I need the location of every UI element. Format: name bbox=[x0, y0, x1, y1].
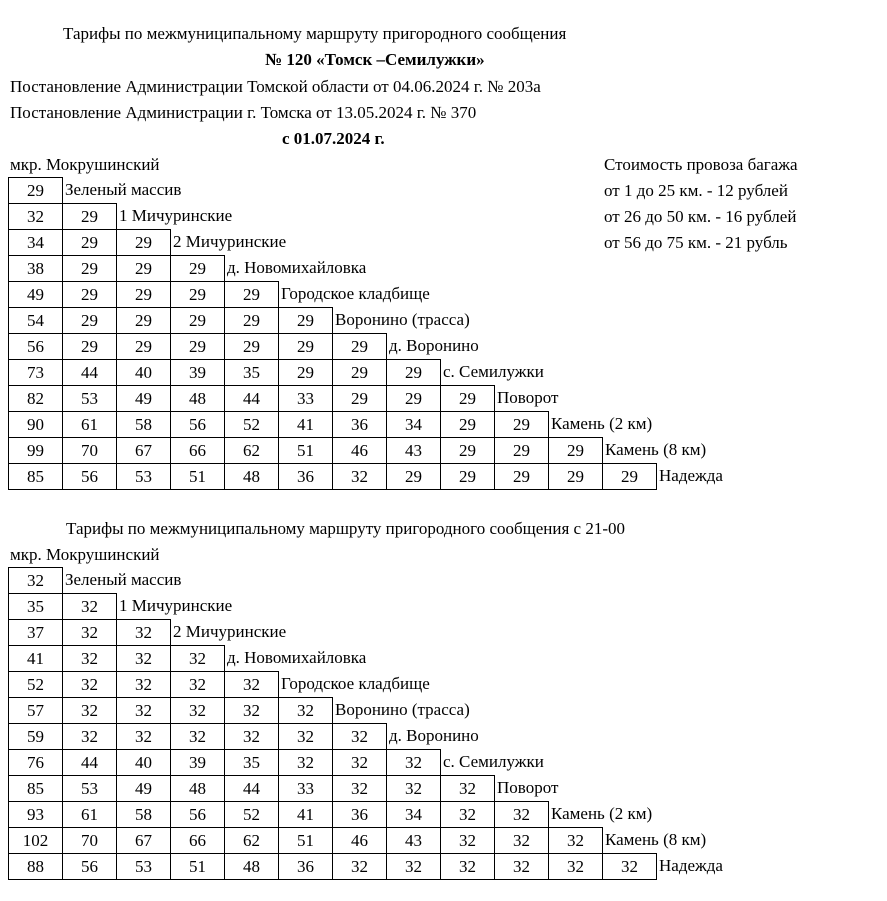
fare-cell: 29 bbox=[170, 333, 224, 359]
stop-name: Воронино (трасса) bbox=[335, 310, 470, 329]
fare-cell: 29 bbox=[494, 411, 549, 437]
fare-cell: 41 bbox=[8, 645, 62, 671]
fare-cell: 35 bbox=[224, 749, 278, 775]
fare-cell: 29 bbox=[386, 385, 440, 411]
fare-cell: 29 bbox=[62, 255, 116, 281]
fare-cell: 70 bbox=[62, 827, 116, 853]
fare-cell: 32 bbox=[386, 853, 440, 880]
fare-cell: 35 bbox=[224, 359, 278, 385]
fare-cell: 102 bbox=[8, 827, 62, 853]
fare-cell: 52 bbox=[224, 411, 278, 437]
fare-cell: 41 bbox=[278, 801, 332, 827]
effective-date: с 01.07.2024 г. bbox=[282, 129, 385, 148]
night-title: Тарифы по межмуниципальному маршруту пригородного сообщения с 21-00 bbox=[66, 519, 626, 538]
stop-name: д. Воронино bbox=[389, 336, 479, 355]
fare-cell: 40 bbox=[116, 359, 170, 385]
fare-cell: 29 bbox=[548, 463, 602, 490]
fare-cell: 32 bbox=[170, 697, 224, 723]
fare-cell: 39 bbox=[170, 359, 224, 385]
fare-cell: 44 bbox=[62, 749, 116, 775]
fare-cell: 32 bbox=[62, 619, 116, 645]
fare-cell: 32 bbox=[62, 645, 116, 671]
fare-cell: 62 bbox=[224, 827, 278, 853]
fare-cell: 76 bbox=[8, 749, 62, 775]
fare-cell: 29 bbox=[116, 281, 170, 307]
fare-cell: 56 bbox=[8, 333, 62, 359]
fare-cell: 52 bbox=[8, 671, 62, 697]
fare-cell: 32 bbox=[602, 853, 657, 880]
fare-cell: 32 bbox=[116, 697, 170, 723]
stop-name: 2 Мичуринские bbox=[173, 622, 287, 641]
fare-cell: 29 bbox=[386, 463, 440, 490]
origin-stop-1: мкр. Мокрушинский bbox=[10, 155, 160, 174]
title-line-1: Тарифы по межмуниципальному маршруту пригородного сообщения bbox=[63, 24, 567, 43]
fare-cell: 48 bbox=[224, 463, 278, 490]
fare-cell: 49 bbox=[116, 775, 170, 801]
fare-cell: 32 bbox=[278, 697, 333, 723]
stop-name: 2 Мичуринские bbox=[173, 232, 287, 251]
fare-cell: 44 bbox=[62, 359, 116, 385]
route-title: № 120 «Томск –Семилужки» bbox=[265, 50, 485, 69]
origin-stop-2: мкр. Мокрушинский bbox=[10, 545, 160, 564]
fare-cell: 32 bbox=[116, 671, 170, 697]
fare-cell: 29 bbox=[332, 359, 386, 385]
fare-cell: 32 bbox=[440, 827, 494, 853]
fare-cell: 56 bbox=[62, 853, 116, 880]
stop-name: с. Семилужки bbox=[443, 752, 544, 771]
fare-cell: 62 bbox=[224, 437, 278, 463]
fare-cell: 29 bbox=[440, 411, 494, 437]
fare-cell: 29 bbox=[116, 333, 170, 359]
fare-cell: 32 bbox=[170, 645, 225, 671]
fare-cell: 32 bbox=[224, 723, 278, 749]
fare-cell: 29 bbox=[494, 463, 548, 490]
fare-cell: 32 bbox=[332, 853, 386, 880]
fare-cell: 32 bbox=[494, 827, 548, 853]
fare-cell: 29 bbox=[548, 437, 603, 463]
fare-cell: 32 bbox=[332, 749, 386, 775]
stop-name: 1 Мичуринские bbox=[119, 596, 233, 615]
fare-cell: 29 bbox=[62, 203, 117, 229]
fare-cell: 32 bbox=[332, 723, 387, 749]
fare-cell: 53 bbox=[116, 463, 170, 490]
fare-cell: 88 bbox=[8, 853, 62, 880]
fare-cell: 73 bbox=[8, 359, 62, 385]
stop-name: Городское кладбище bbox=[281, 284, 430, 303]
fare-cell: 33 bbox=[278, 775, 332, 801]
fare-cell: 32 bbox=[8, 567, 63, 593]
stop-name: с. Семилужки bbox=[443, 362, 544, 381]
fare-cell: 48 bbox=[224, 853, 278, 880]
fare-cell: 46 bbox=[332, 437, 386, 463]
fare-cell: 32 bbox=[116, 723, 170, 749]
fare-cell: 29 bbox=[116, 255, 170, 281]
fare-cell: 29 bbox=[170, 281, 224, 307]
fare-cell: 29 bbox=[8, 177, 63, 203]
fare-cell: 32 bbox=[8, 203, 62, 229]
fare-cell: 56 bbox=[62, 463, 116, 490]
fare-cell: 32 bbox=[494, 853, 548, 880]
stop-name: Поворот bbox=[497, 388, 559, 407]
fare-cell: 46 bbox=[332, 827, 386, 853]
fare-cell: 53 bbox=[62, 385, 116, 411]
fare-cell: 32 bbox=[440, 775, 495, 801]
fare-cell: 29 bbox=[62, 281, 116, 307]
fare-cell: 29 bbox=[332, 385, 386, 411]
fare-cell: 40 bbox=[116, 749, 170, 775]
fare-cell: 49 bbox=[8, 281, 62, 307]
fare-cell: 38 bbox=[8, 255, 62, 281]
fare-cell: 36 bbox=[278, 853, 332, 880]
stop-name: Надежда bbox=[659, 466, 723, 485]
fare-cell: 58 bbox=[116, 411, 170, 437]
fare-cell: 29 bbox=[332, 333, 387, 359]
fare-cell: 53 bbox=[62, 775, 116, 801]
fare-cell: 93 bbox=[8, 801, 62, 827]
fare-cell: 29 bbox=[62, 333, 116, 359]
stop-name: Камень (8 км) bbox=[605, 830, 707, 849]
stop-name: Камень (8 км) bbox=[605, 440, 707, 459]
fare-cell: 29 bbox=[440, 463, 494, 490]
fare-cell: 29 bbox=[116, 307, 170, 333]
fare-cell: 29 bbox=[278, 307, 333, 333]
stop-name: Камень (2 км) bbox=[551, 804, 653, 823]
fare-cell: 67 bbox=[116, 437, 170, 463]
fare-cell: 43 bbox=[386, 827, 440, 853]
fare-cell: 29 bbox=[116, 229, 171, 255]
fare-cell: 32 bbox=[386, 775, 440, 801]
fare-cell: 61 bbox=[62, 411, 116, 437]
fare-cell: 32 bbox=[440, 853, 494, 880]
fare-cell: 32 bbox=[386, 749, 441, 775]
fare-cell: 51 bbox=[278, 437, 332, 463]
stop-name: Поворот bbox=[497, 778, 559, 797]
fare-cell: 56 bbox=[170, 801, 224, 827]
fare-cell: 29 bbox=[170, 255, 225, 281]
fare-cell: 59 bbox=[8, 723, 62, 749]
fare-cell: 37 bbox=[8, 619, 62, 645]
fare-cell: 29 bbox=[440, 437, 494, 463]
fare-cell: 85 bbox=[8, 463, 62, 490]
fare-cell: 32 bbox=[494, 801, 549, 827]
fare-cell: 32 bbox=[62, 671, 116, 697]
fare-cell: 70 bbox=[62, 437, 116, 463]
fare-cell: 48 bbox=[170, 775, 224, 801]
fare-cell: 51 bbox=[278, 827, 332, 853]
fare-cell: 29 bbox=[170, 307, 224, 333]
fare-cell: 32 bbox=[224, 671, 279, 697]
fare-cell: 29 bbox=[224, 333, 278, 359]
fare-cell: 36 bbox=[278, 463, 332, 490]
fare-cell: 32 bbox=[332, 775, 386, 801]
fare-cell: 29 bbox=[62, 229, 116, 255]
fare-cell: 32 bbox=[116, 645, 170, 671]
fare-cell: 32 bbox=[170, 723, 224, 749]
stop-name: Зеленый массив bbox=[65, 570, 182, 589]
fare-cell: 90 bbox=[8, 411, 62, 437]
fare-cell: 32 bbox=[440, 801, 494, 827]
fare-cell: 61 bbox=[62, 801, 116, 827]
stop-name: Зеленый массив bbox=[65, 180, 182, 199]
fare-cell: 66 bbox=[170, 827, 224, 853]
fare-cell: 51 bbox=[170, 853, 224, 880]
fare-cell: 48 bbox=[170, 385, 224, 411]
stop-name: д. Новомихайловка bbox=[227, 258, 367, 277]
fare-cell: 36 bbox=[332, 411, 386, 437]
fare-cell: 44 bbox=[224, 775, 278, 801]
fare-cell: 29 bbox=[224, 281, 279, 307]
fare-cell: 52 bbox=[224, 801, 278, 827]
fare-cell: 99 bbox=[8, 437, 62, 463]
fare-cell: 32 bbox=[170, 671, 224, 697]
fare-cell: 29 bbox=[278, 333, 332, 359]
fare-cell: 29 bbox=[494, 437, 548, 463]
fare-cell: 41 bbox=[278, 411, 332, 437]
fare-cell: 51 bbox=[170, 463, 224, 490]
fare-cell: 32 bbox=[62, 593, 117, 619]
fare-cell: 53 bbox=[116, 853, 170, 880]
decree-regional: Постановление Администрации Томской области от 04.06.2024 г. № 203а bbox=[10, 77, 541, 96]
stop-name: д. Воронино bbox=[389, 726, 479, 745]
stop-name: Воронино (трасса) bbox=[335, 700, 470, 719]
fare-cell: 54 bbox=[8, 307, 62, 333]
fare-cell: 85 bbox=[8, 775, 62, 801]
fare-cell: 32 bbox=[332, 463, 386, 490]
fare-cell: 36 bbox=[332, 801, 386, 827]
fare-cell: 34 bbox=[8, 229, 62, 255]
baggage-rate-1: от 1 до 25 км. - 12 рублей bbox=[604, 181, 788, 200]
fare-cell: 29 bbox=[224, 307, 278, 333]
fare-cell: 35 bbox=[8, 593, 62, 619]
fare-cell: 32 bbox=[278, 723, 332, 749]
fare-cell: 39 bbox=[170, 749, 224, 775]
fare-cell: 29 bbox=[278, 359, 332, 385]
fare-cell: 34 bbox=[386, 801, 440, 827]
fare-cell: 29 bbox=[386, 359, 441, 385]
fare-cell: 33 bbox=[278, 385, 332, 411]
fare-cell: 43 bbox=[386, 437, 440, 463]
stop-name: Городское кладбище bbox=[281, 674, 430, 693]
fare-cell: 57 bbox=[8, 697, 62, 723]
baggage-title: Стоимость провоза багажа bbox=[604, 155, 798, 174]
fare-cell: 67 bbox=[116, 827, 170, 853]
baggage-rate-3: от 56 до 75 км. - 21 рубль bbox=[604, 233, 788, 252]
baggage-rate-2: от 26 до 50 км. - 16 рублей bbox=[604, 207, 797, 226]
fare-cell: 32 bbox=[116, 619, 171, 645]
fare-cell: 32 bbox=[278, 749, 332, 775]
fare-cell: 29 bbox=[62, 307, 116, 333]
fare-cell: 32 bbox=[224, 697, 278, 723]
fare-cell: 32 bbox=[548, 827, 603, 853]
fare-cell: 32 bbox=[62, 723, 116, 749]
fare-cell: 66 bbox=[170, 437, 224, 463]
fare-cell: 56 bbox=[170, 411, 224, 437]
fare-cell: 29 bbox=[602, 463, 657, 490]
fare-cell: 32 bbox=[62, 697, 116, 723]
stop-name: д. Новомихайловка bbox=[227, 648, 367, 667]
fare-cell: 32 bbox=[548, 853, 602, 880]
fare-cell: 34 bbox=[386, 411, 440, 437]
fare-cell: 82 bbox=[8, 385, 62, 411]
fare-cell: 29 bbox=[440, 385, 495, 411]
fare-cell: 49 bbox=[116, 385, 170, 411]
stop-name: Камень (2 км) bbox=[551, 414, 653, 433]
fare-cell: 44 bbox=[224, 385, 278, 411]
stop-name: Надежда bbox=[659, 856, 723, 875]
fare-cell: 58 bbox=[116, 801, 170, 827]
decree-city: Постановление Администрации г. Томска от 13.05.2024 г. № 370 bbox=[10, 103, 477, 122]
stop-name: 1 Мичуринские bbox=[119, 206, 233, 225]
